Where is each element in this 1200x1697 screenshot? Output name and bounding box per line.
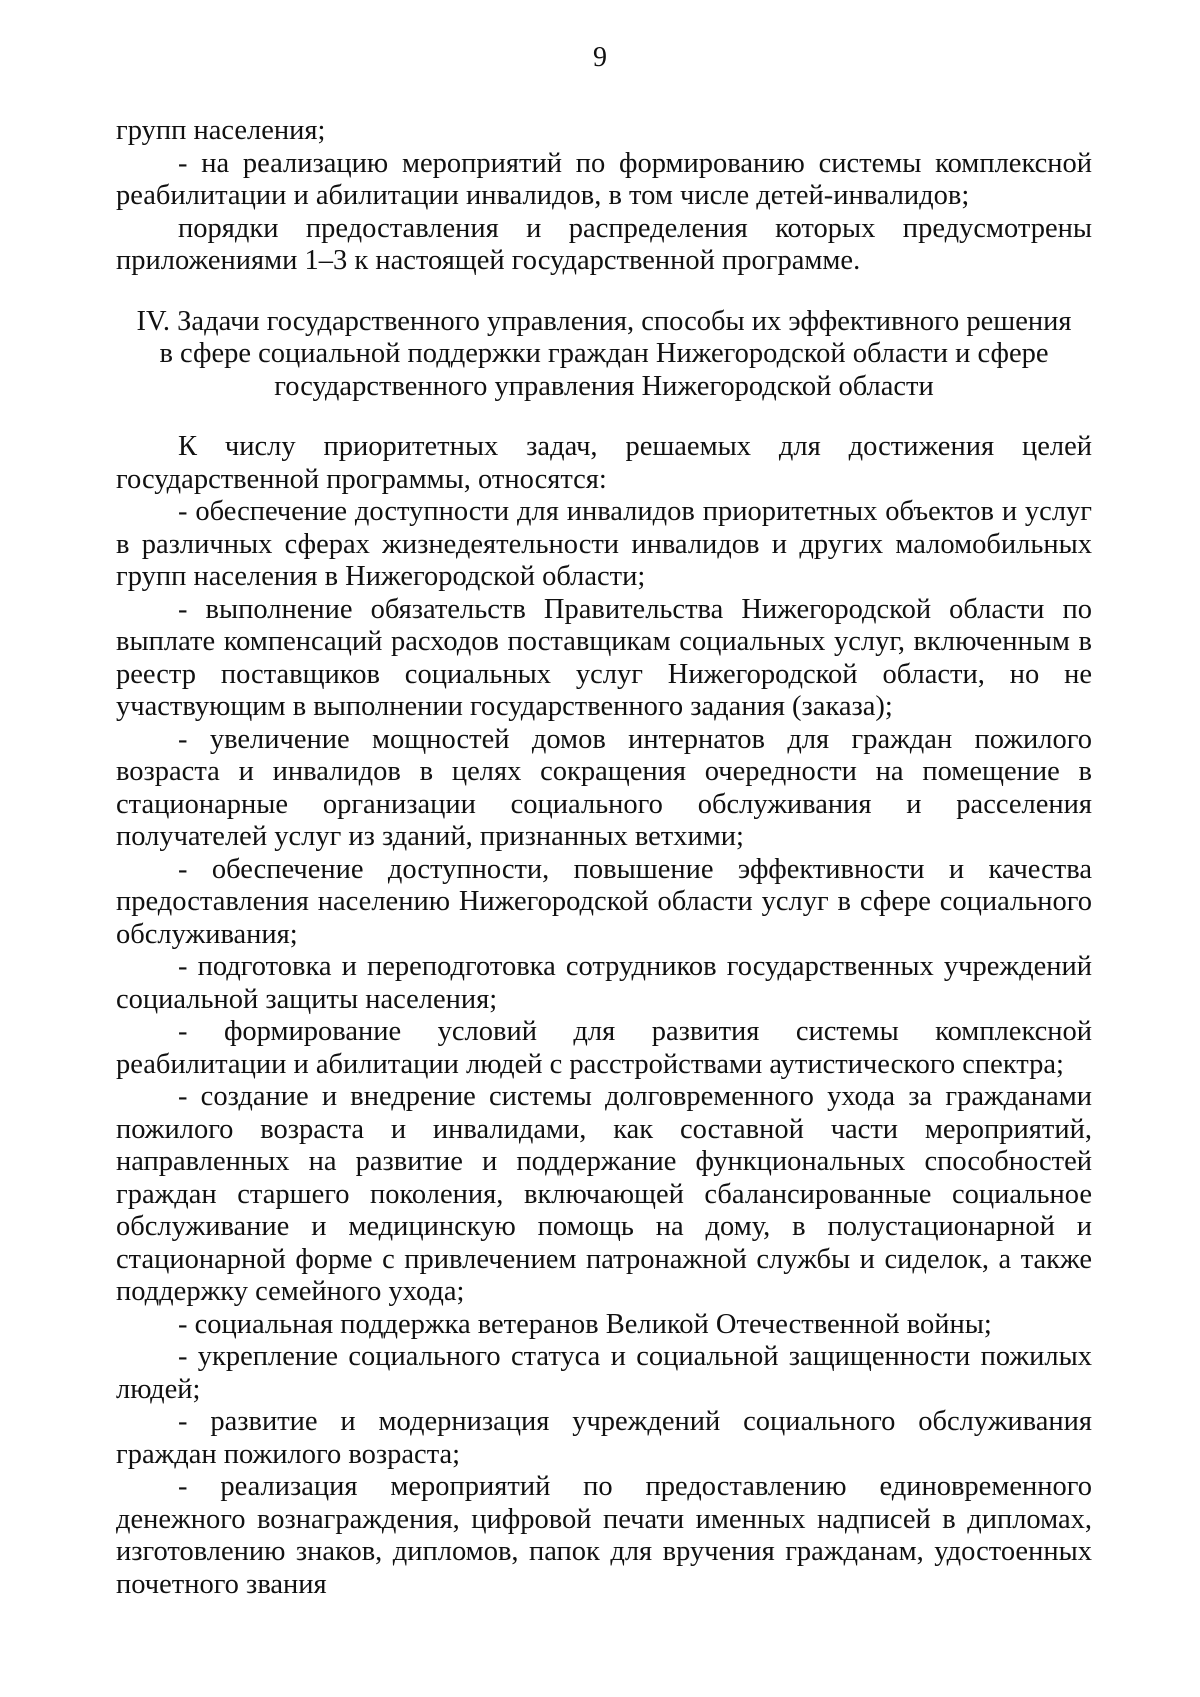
paragraph: - укрепление социального статуса и социальной защищенности пожилых людей; xyxy=(116,1341,1092,1405)
paragraph: порядки предоставления и распределения которых предусмотрены приложениями 1–3 к настоящей государственной программе. xyxy=(116,212,1092,276)
task-list xyxy=(116,431,1092,1601)
paragraph: - формирование условий для развития системы комплексной реабилитации и абилитации людей с расстройствами аутистического спектра; xyxy=(116,1016,1092,1080)
intro-paragraphs xyxy=(116,115,1092,278)
paragraph: - социальная поддержка ветеранов Великой Отечественной войны; xyxy=(178,1308,992,1340)
paragraph: - развитие и модернизация учреждений социального обслуживания граждан пожилого возраста; xyxy=(116,1406,1092,1470)
paragraph: - увеличение мощностей домов интернатов для граждан пожилого возраста и инвалидов в целях сокращения очередности на помещение в стационарные организации социального обслуживания и расселения получателей услуг из зданий, признанных ветхими; xyxy=(116,723,1092,852)
paragraph: К числу приоритетных задач, решаемых для достижения целей государственной программы, относятся: xyxy=(116,431,1092,495)
section-heading-line: государственного управления Нижегородской области xyxy=(274,370,934,402)
paragraph: групп населения; xyxy=(116,115,326,146)
paragraph: - подготовка и переподготовка сотрудников государственных учреждений социальной защиты населения; xyxy=(116,951,1092,1015)
paragraph: - реализация мероприятий по предоставлению единовременного денежного вознаграждения, цифровой печати именных надписей в дипломах, изготовлению знаков, дипломов, папок для вручения гражданам, удостоенных почетного звания xyxy=(116,1471,1092,1600)
paragraph: - на реализацию мероприятий по формированию системы комплексной реабилитации и абилитации инвалидов, в том числе детей-инвалидов; xyxy=(116,147,1092,211)
section-heading-line: в сфере социальной поддержки граждан Нижегородской области и сфере xyxy=(159,338,1049,369)
paragraph: - выполнение обязательств Правительства Нижегородской области по выплате компенсаций расходов поставщикам социальных услуг, включенным в реестр поставщиков социальных услуг Нижегородской области, но не участвующим в выполнении государственного задания (заказа); xyxy=(116,593,1092,722)
paragraph: - обеспечение доступности для инвалидов приоритетных объектов и услуг в различных сферах жизнедеятельности инвалидов и других маломобильных групп населения в Нижегородской области; xyxy=(116,496,1092,592)
section-heading-line: IV. Задачи государственного управления, способы их эффективного решения xyxy=(136,305,1072,337)
paragraph: - создание и внедрение системы долговременного ухода за гражданами пожилого возраста и инвалидами, как составной части мероприятий, направленных на развитие и поддержание функциональных способностей граждан старшего поколения, включающей сбалансированные социальное обслуживание и медицинскую помощь на дому, в полустационарной и стационарной форме с привлечением патронажной службы и сиделок, а также поддержку семейного ухода; xyxy=(116,1081,1092,1307)
document-body xyxy=(116,115,1092,1601)
section-heading xyxy=(76,306,1132,404)
paragraph: - обеспечение доступности, повышение эффективности и качества предоставления населению Нижегородской области услуг в сфере социального обслуживания; xyxy=(116,853,1092,950)
page-number: 9 xyxy=(593,42,607,73)
